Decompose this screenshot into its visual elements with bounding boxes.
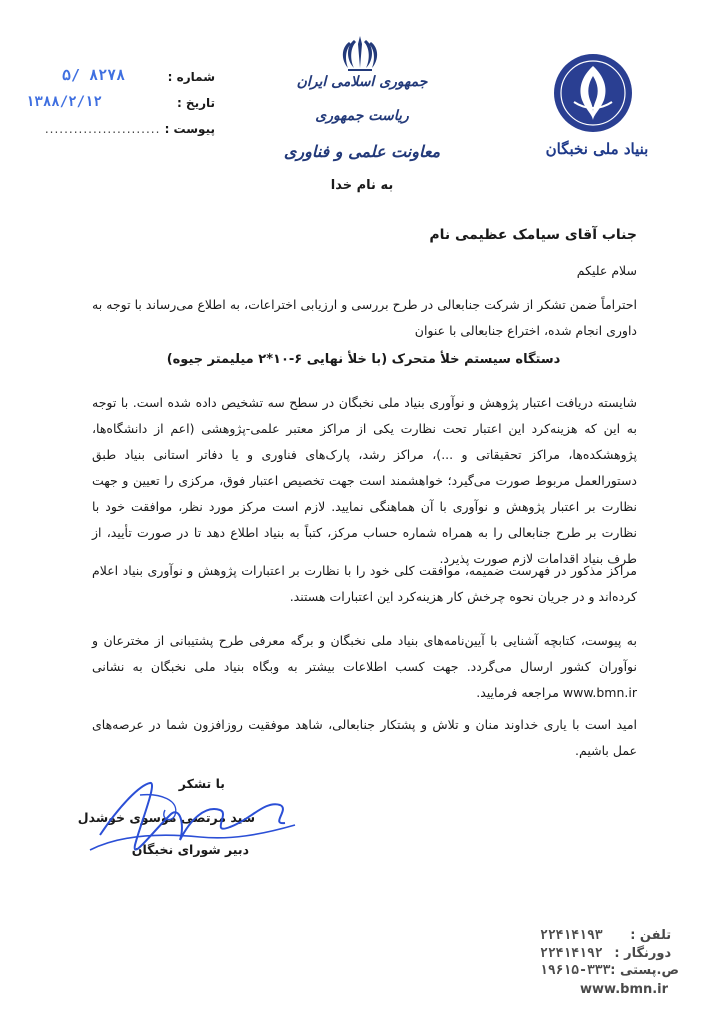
- invention-title: دستگاه سیستم خلأ متحرک (با خلأ نهایی ۶-۱۰*۲ میلیمتر جیوه): [166, 352, 561, 367]
- signatory-role: دبیر شورای نخبگان: [131, 842, 249, 857]
- pobox-label: ص.پستی :: [610, 963, 679, 978]
- greeting: سلام علیکم: [576, 263, 637, 278]
- letter-date-row: [26, 94, 215, 110]
- letter-number-label: شماره :: [167, 70, 215, 84]
- footer-website-link[interactable]: www.bmn.ir: [580, 982, 669, 997]
- phone-label: تلفن :: [630, 928, 672, 943]
- gov-line-vice-presidency: معاونت علمی و فناوری: [283, 142, 441, 161]
- paragraph-eligibility: شایسته دریافت اعتبار پژوهش و نوآوری بنیاد ملی نخبگان در سطح سه تشخیص داده شده است. با توجه به این که هزینه‌کرد این اعتبار تحت نظارت یکی از مراکز معتبر علمی-پژوهشی (اعم از دانشگاه‌ها، پژوهشکده‌ها، مراکز تحقیقاتی و ...)، مراکز رشد، پارک‌های فناوری و یا دفاتر استانی بنیاد طبق دستورالعمل مربوط صورت می‌گیرد؛ خواهشمند است جهت تخصیص اعتبار فوق، مرکزی را تعیین و جهت نظارت بر اعتبار پژوهش و نوآوری با آن هماهنگی نمایید. لازم است مرکز مورد نظر، موافقت خود با نظارت بر طرح جنابعالی را به همراه شماره حساب مرکز، کتباً به بنیاد اطلاع دهد تا در صورت تأیید، از طرف بنیاد اقدامات لازم صورت پذیرد.: [92, 395, 637, 566]
- letter-date-label: تاریخ :: [176, 96, 215, 110]
- footer-pobox: [540, 963, 679, 978]
- letter-date-value: ۱۳۸۸/۲/۱۲: [26, 94, 102, 110]
- bename-heading: به نام خدا: [330, 178, 394, 193]
- paragraph-centers: مراکز مذکور در فهرست ضمیمه، موافقت کلی خود را با نظارت بر اعتبارات پژوهش و نوآوری بنیاد اعلام کرده‌اند و در جریان نحوه چرخش کار هزینه‌کرد این اعتبارات هستند.: [92, 563, 637, 604]
- pobox-value: ۱۹۶۱۵-۳۳۳: [540, 963, 611, 978]
- letter-attachment-row: [40, 122, 215, 136]
- phone-value: ۲۲۴۱۴۱۹۳: [540, 928, 603, 943]
- footer-phone: [540, 928, 671, 943]
- attachment-dots: ........................: [44, 122, 161, 136]
- signature-closing: با تشکر: [178, 776, 225, 791]
- signatory-name: سید مرتضی موسوی خوشدل: [77, 810, 255, 825]
- letter-attachment-label: پیوست :: [164, 122, 215, 136]
- fax-label: دورنگار :: [614, 946, 672, 961]
- paragraph-closing-wish: امید است با یاری خداوند منان و تلاش و پشتکار جنابعالی، شاهد موفقیت روزافزون شما در عرصه‌های عمل باشیم.: [92, 717, 637, 758]
- letter-number-row: [40, 66, 215, 84]
- handwritten-signature-icon: [77, 765, 310, 875]
- iran-emblem-icon: [340, 34, 380, 72]
- gov-line-republic: جمهوری اسلامی ایران: [296, 74, 428, 90]
- paragraph-intro: احتراماً ضمن تشکر از شرکت جنابعالی در طرح بررسی و ارزیابی اختراعات، به اطلاع می‌رساند با توجه به داوری انجام شده، اختراع جنابعالی با عنوان: [92, 297, 637, 338]
- addressee: جناب آقای سیامک عظیمی نام: [429, 227, 637, 243]
- foundation-name: بنیاد ملی نخبگان: [545, 140, 649, 158]
- fax-value: ۲۲۴۱۴۱۹۲: [540, 946, 603, 961]
- national-elites-foundation-logo-icon: [552, 52, 634, 134]
- gov-line-presidency: ریاست جمهوری: [315, 108, 409, 124]
- footer-fax: [540, 946, 671, 961]
- letter-number-value: ۵/ ۸۲۷۸: [62, 66, 126, 84]
- paragraph-attachments: به پیوست، کتابچه آشنایی با آیین‌نامه‌های بنیاد ملی نخبگان و برگه معرفی طرح پشتیبانی از مخترعان و نوآوران کشور ارسال می‌گردد. جهت کسب اطلاعات بیشتر به وبگاه بنیاد ملی نخبگان به نشانی www.bmn.ir مراجعه فرمایید.: [92, 633, 637, 700]
